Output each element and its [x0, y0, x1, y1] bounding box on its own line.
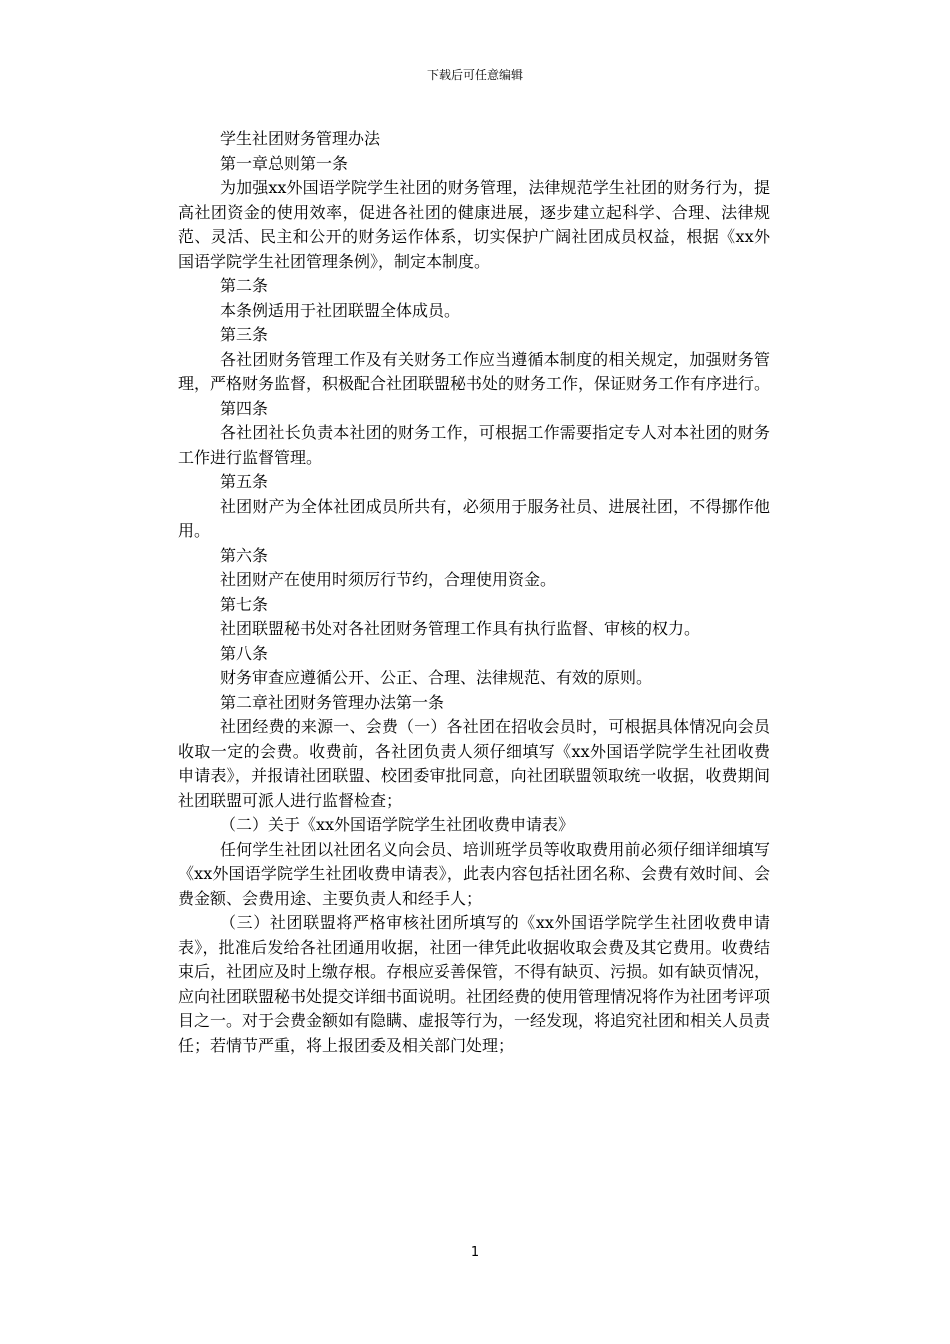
chapter-heading: 第一章总则第一条	[220, 153, 349, 173]
article-text: 社团经费的来源一、会费（一）各社团在招收会员时，可根据具体情况向会员收取一定的会费。收费前，各社团负责人须仔细填写《xx外国语学院学生社团收费申请表》，并报请社团联盟、校团委审批同意，向社团联盟领取统一收据，收费期间社团联盟可派人进行监督检查；	[178, 717, 770, 810]
article-text: 各社团社长负责本社团的财务工作，可根据工作需要指定专人对本社团的财务工作进行监督管理。	[178, 423, 770, 467]
article-text: 各社团财务管理工作及有关财务工作应当遵循本制度的相关规定，加强财务管理，严格财务监督，积极配合社团联盟秘书处的财务工作，保证财务工作有序进行。	[178, 349, 771, 393]
article-text: 本条例适用于社团联盟全体成员。	[220, 300, 461, 320]
article-heading: 第六条	[220, 545, 269, 565]
article-text: 社团财产为全体社团成员所共有，必须用于服务社员、进展社团，不得挪作他用。	[178, 496, 770, 540]
page-number: 1	[470, 1245, 480, 1260]
article-text: （二）关于《xx外国语学院学生社团收费申请表》	[220, 815, 575, 834]
chapter-heading: 第二章社团财务管理办法第一条	[220, 692, 445, 712]
article-text: 财务审查应遵循公开、公正、合理、法律规范、有效的原则。	[220, 668, 653, 687]
article-text: 任何学生社团以社团名义向会员、培训班学员等收取费用前必须仔细详细填写《xx外国语学院学生社团收费申请表》，此表内容包括社团名称、会费有效时间、会费金额、会费用途、主要负责人和经手人；	[178, 839, 770, 908]
article-text: （三）社团联盟将严格审核社团所填写的《xx外国语学院学生社团收费申请表》，批准后发给各社团通用收据，社团一律凭此收据收取会费及其它费用。收费结束后，社团应及时上缴存根。存根应妥善保管，不得有缺页、污损。如有缺页情况，应向社团联盟秘书处提交详细书面说明。社团经费的使用管理情况将作为社团考评项目之一。对于会费金额如有隐瞒、虚报等行为，一经发现，将追究社团和相关人员责任；若情节严重，将上报团委及相关部门处理；	[178, 913, 771, 1055]
article-heading: 第七条	[220, 594, 269, 614]
article-text: 为加强xx外国语学院学生社团的财务管理，法律规范学生社团的财务行为，提高社团资金的使用效率，促进各社团的健康进展，逐步建立起科学、合理、法律规范、灵活、民主和公开的财务运作体系，切实保护广阔社团成员权益，根据《xx外国语学院学生社团管理条例》，制定本制度。	[178, 178, 770, 271]
article-heading: 第三条	[220, 325, 269, 344]
article-heading: 第四条	[220, 398, 269, 418]
article-text: 社团联盟秘书处对各社团财务管理工作具有执行监督、审核的权力。	[220, 619, 701, 638]
document-title: 学生社团财务管理办法	[220, 129, 381, 148]
article-heading: 第五条	[220, 472, 269, 491]
page-header-note: 下载后可任意编辑	[426, 68, 523, 82]
article-heading: 第二条	[220, 276, 269, 295]
article-text: 社团财产在使用时须厉行节约，合理使用资金。	[220, 570, 557, 589]
article-heading: 第八条	[220, 643, 269, 663]
document-body	[178, 127, 770, 1058]
